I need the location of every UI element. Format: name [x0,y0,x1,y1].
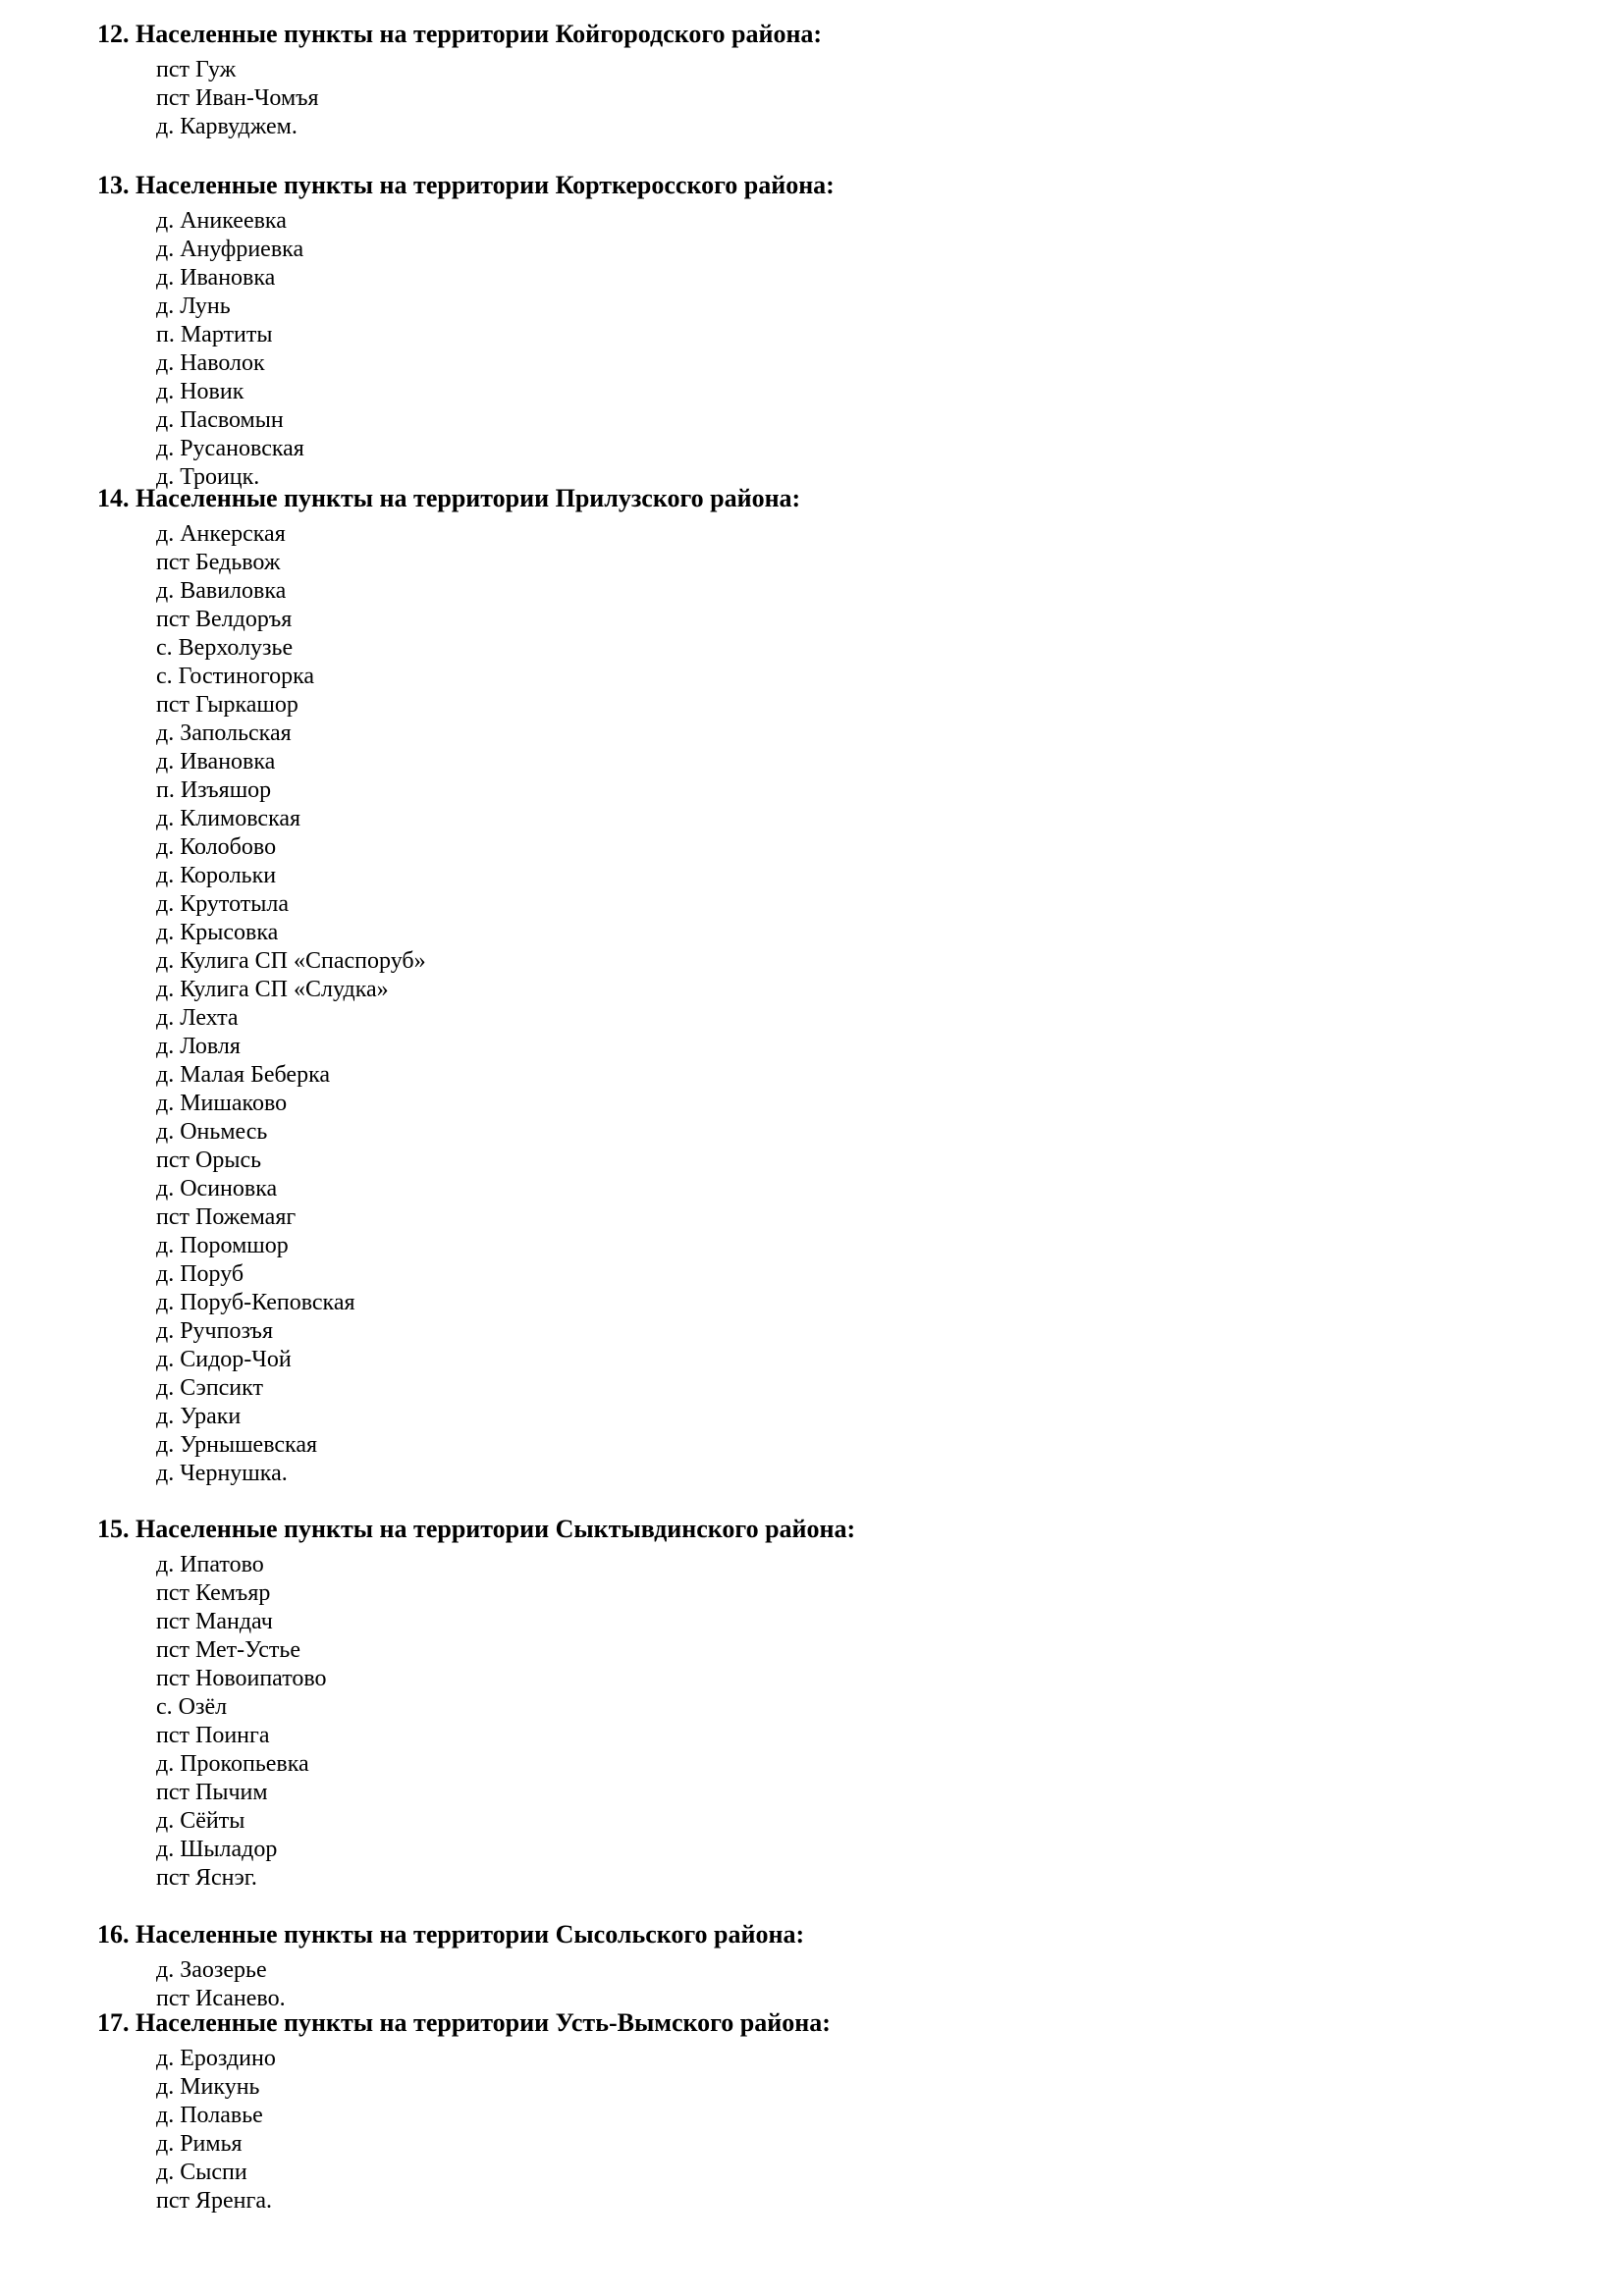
list-item: д. Карвуджем. [156,114,298,139]
list-item: пст Кемъяр [156,1580,271,1606]
list-item: д. Чернушка. [156,1461,288,1486]
list-item: с. Гостиногорка [156,664,315,689]
list-item: д. Урнышевская [156,1432,318,1458]
list-item: д. Осиновка [156,1176,278,1201]
list-item: д. Сёйты [156,1808,245,1834]
list-item: д. Микунь [156,2074,260,2100]
list-item: д. Сидор-Чой [156,1347,292,1372]
list-item: д. Колобово [156,834,277,860]
list-item: д. Поромшор [156,1233,289,1258]
list-item: д. Троицк. [156,464,260,490]
list-item: д. Полавье [156,2103,263,2128]
list-item: д. Новик [156,379,244,404]
list-item: д. Лехта [156,1005,239,1031]
list-item: пст Орысь [156,1148,262,1173]
list-item: д. Поруб [156,1261,244,1287]
list-item: д. Римья [156,2131,243,2157]
list-item: д. Малая Беберка [156,1062,331,1088]
list-item: д. Ловля [156,1034,241,1059]
list-item: пст Мандач [156,1609,273,1634]
list-item: д. Корольки [156,863,277,888]
list-item: пст Новоипатово [156,1666,327,1691]
list-item: д. Сэпсикт [156,1375,263,1401]
section-heading: 12. Населенные пункты на территории Койгородского района: [97,20,823,48]
list-item: д. Поруб-Кеповская [156,1290,355,1315]
list-item: д. Климовская [156,806,301,831]
list-item: д. Кулига СП «Спаспоруб» [156,948,426,974]
list-item: д. Ручпозъя [156,1318,273,1344]
list-item: д. Ануфриевка [156,237,304,262]
list-item: д. Вавиловка [156,578,287,604]
list-item: д. Шыладор [156,1837,278,1862]
section-heading: 17. Населенные пункты на территории Усть-Вымского района: [97,2008,831,2037]
list-item: пст Исанево. [156,1986,286,2011]
list-item: д. Крутотыла [156,891,289,917]
section-heading: 15. Населенные пункты на территории Сыктывдинского района: [97,1515,856,1543]
list-item: пст Бедьвож [156,550,281,575]
list-item: д. Аникеевка [156,208,287,234]
section-heading: 16. Населенные пункты на территории Сысольского района: [97,1920,805,1949]
list-item: д. Русановская [156,436,304,461]
list-item: пст Пожемаяг [156,1204,297,1230]
list-item: д. Мишаково [156,1091,288,1116]
list-item: пст Яренга. [156,2188,272,2214]
list-item: п. Мартиты [156,322,273,347]
list-item: д. Кулига СП «Слудка» [156,977,389,1002]
list-item: д. Запольская [156,721,292,746]
section-heading: 14. Населенные пункты на территории Прилузского района: [97,484,801,512]
list-item: д. Лунь [156,294,231,319]
list-item: пст Пычим [156,1780,268,1805]
list-item: д. Сыспи [156,2160,247,2185]
list-item: пст Поинга [156,1723,270,1748]
list-item: пст Мет-Устье [156,1637,300,1663]
list-item: д. Крысовка [156,920,279,945]
list-item: с. Верхолузье [156,635,294,661]
list-item: д. Ураки [156,1404,242,1429]
list-item: пст Гуж [156,57,237,82]
list-item: д. Ипатово [156,1552,264,1577]
list-item: д. Оньмесь [156,1119,268,1145]
list-item: д. Ероздино [156,2046,276,2071]
list-item: пст Велдоръя [156,607,293,632]
list-item: пст Гыркашор [156,692,298,718]
list-item: д. Ивановка [156,749,276,774]
list-item: д. Заозерье [156,1957,267,1983]
list-item: д. Анкерская [156,521,286,547]
list-item: д. Ивановка [156,265,276,291]
list-item: п. Изъяшор [156,777,272,803]
list-item: д. Пасвомын [156,407,284,433]
list-item: д. Прокопьевка [156,1751,309,1777]
list-item: с. Озёл [156,1694,228,1720]
section-heading: 13. Населенные пункты на территории Корткеросского района: [97,171,835,199]
list-item: пст Яснэг. [156,1865,257,1891]
list-item: пст Иван-Чомъя [156,85,319,111]
list-item: д. Наволок [156,350,265,376]
